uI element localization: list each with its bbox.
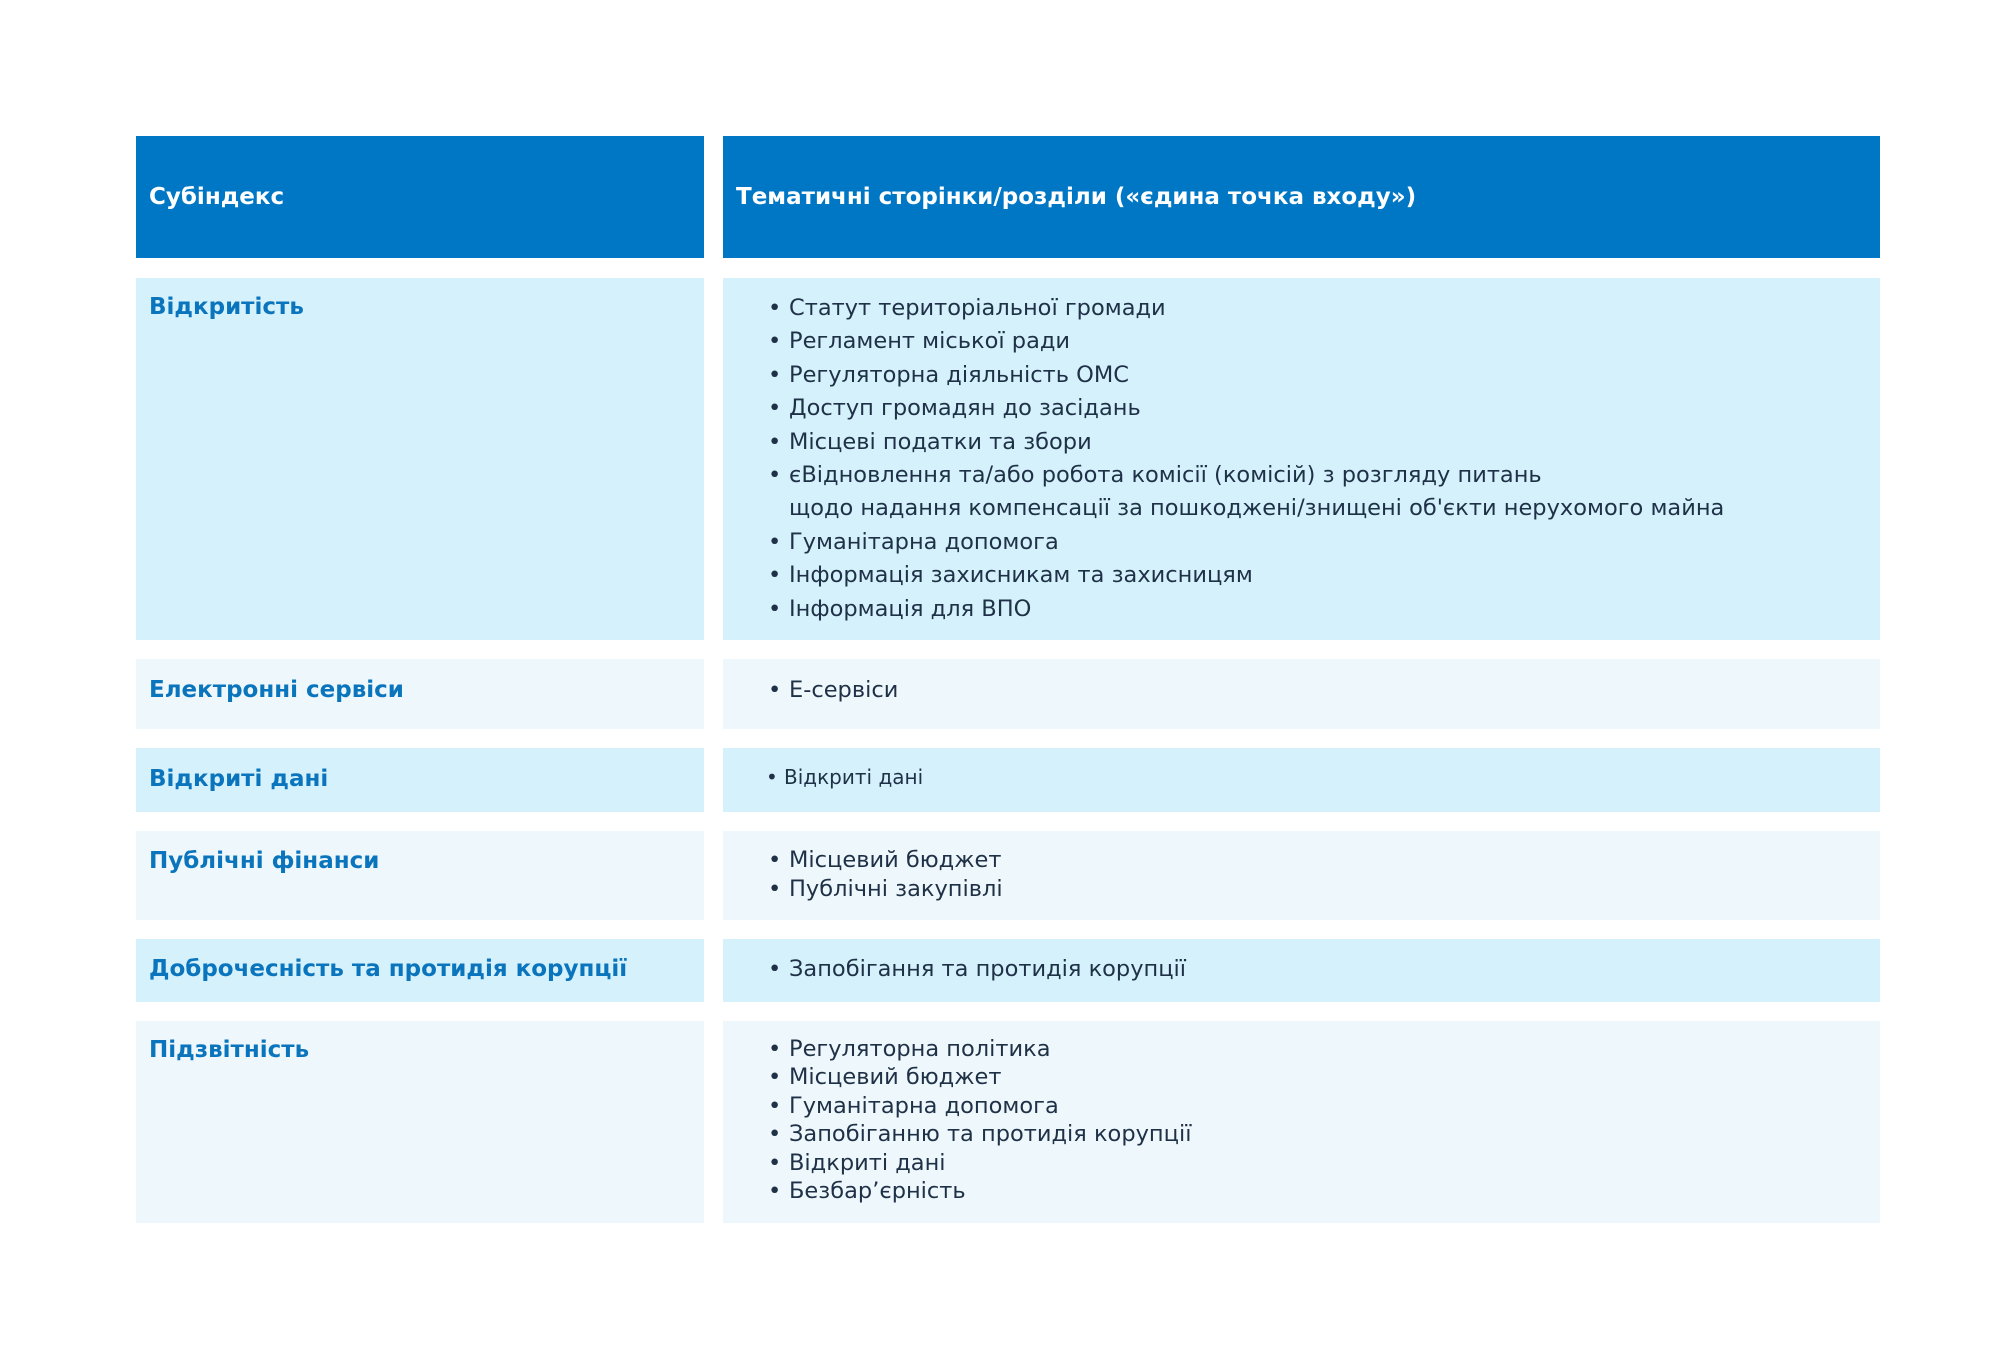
pages-list <box>736 675 1880 705</box>
list-item <box>768 325 1880 358</box>
list-item <box>766 765 1880 789</box>
bullet-icon: • <box>768 328 782 355</box>
list-item-text: Відкриті дані <box>784 765 924 789</box>
pages-list <box>736 292 1880 626</box>
list-item <box>768 1035 1880 1063</box>
table-row <box>136 748 1880 812</box>
list-item-text: Запобіганню та протидія корупції <box>789 1121 1192 1148</box>
list-item-text: Гуманітарна допомога <box>789 1092 1059 1119</box>
pages-list <box>736 765 1880 789</box>
bullet-icon: • <box>768 462 782 489</box>
list-item <box>768 459 1880 526</box>
bullet-icon: • <box>768 1092 782 1119</box>
bullet-icon: • <box>768 1064 782 1091</box>
bullet-icon: • <box>768 395 782 422</box>
list-item-text: Інформація захисникам та захисницям <box>789 562 1253 589</box>
list-item-text: єВідновлення та/або робота комісії (комісій) з розгляду питань <box>789 462 1542 489</box>
list-item-text: Регуляторна діяльність ОМС <box>789 361 1129 388</box>
table-row <box>136 278 1880 640</box>
pages-list <box>736 1035 1880 1205</box>
pages-cell <box>723 659 1880 729</box>
header-pages <box>723 136 1880 258</box>
list-item-text: Запобігання та протидія корупції <box>789 956 1187 982</box>
table-row <box>136 939 1880 1002</box>
table-row <box>136 831 1880 920</box>
header-pages-label: Тематичні сторінки/розділи («єдина точка входу») <box>736 184 1417 210</box>
subindex-cell <box>136 278 704 640</box>
bullet-icon: • <box>768 428 782 455</box>
subindex-openness: Відкритість <box>149 294 304 320</box>
list-item <box>768 1063 1880 1091</box>
list-item <box>768 359 1880 392</box>
pages-cell <box>723 1021 1880 1223</box>
subindex-cell <box>136 939 704 1002</box>
list-item <box>768 526 1880 559</box>
list-item <box>768 846 1880 875</box>
list-item-text: Е-сервіси <box>789 677 899 703</box>
list-item <box>768 1120 1880 1148</box>
bullet-icon: • <box>766 765 778 789</box>
list-item <box>768 1092 1880 1120</box>
list-item-text: Регуляторна політика <box>789 1036 1051 1062</box>
bullet-icon: • <box>768 361 782 388</box>
list-item <box>768 1149 1880 1177</box>
bullet-icon: • <box>768 528 782 555</box>
list-item <box>768 292 1880 325</box>
subindex-cell <box>136 659 704 729</box>
pages-cell <box>723 939 1880 1002</box>
subindex-public-finance: Публічні фінанси <box>149 848 380 874</box>
pages-cell <box>723 278 1880 640</box>
header-subindex <box>136 136 704 258</box>
list-item-text: Інформація для ВПО <box>789 595 1032 622</box>
pages-list <box>736 846 1880 903</box>
bullet-icon: • <box>768 1178 782 1205</box>
list-item <box>768 875 1880 904</box>
list-item-text: Місцевий бюджет <box>789 847 1002 873</box>
list-item <box>768 559 1880 592</box>
list-item-text: Доступ громадян до засідань <box>789 395 1141 422</box>
subindex-integrity: Доброчесність та протидія корупції <box>149 956 628 982</box>
header-subindex-label: Субіндекс <box>149 184 285 210</box>
subindex-e-services: Електронні сервіси <box>149 677 404 703</box>
pages-cell <box>723 748 1880 812</box>
list-item <box>768 954 1880 984</box>
list-item <box>768 593 1880 626</box>
subindex-cell <box>136 1021 704 1223</box>
list-item-text: Безбар’єрність <box>789 1178 966 1205</box>
bullet-icon: • <box>768 847 782 873</box>
table-row <box>136 659 1880 729</box>
subindex-cell <box>136 748 704 812</box>
table-row <box>136 1021 1880 1223</box>
list-item-text: Гуманітарна допомога <box>789 528 1059 555</box>
pages-cell <box>723 831 1880 920</box>
bullet-icon: • <box>768 1121 782 1148</box>
bullet-icon: • <box>768 1149 782 1176</box>
subindex-cell <box>136 831 704 920</box>
bullet-icon: • <box>768 595 782 622</box>
list-item-text: Відкриті дані <box>789 1149 946 1176</box>
list-item-text: Регламент міської ради <box>789 328 1071 355</box>
bullet-icon: • <box>768 295 782 321</box>
bullet-icon: • <box>768 677 782 703</box>
list-item-text: Статут територіальної громади <box>789 295 1166 321</box>
bullet-icon: • <box>768 956 782 982</box>
subindex-open-data: Відкриті дані <box>149 766 329 792</box>
list-item <box>768 392 1880 425</box>
pages-list <box>736 954 1880 984</box>
list-item <box>768 675 1880 705</box>
list-item-text: Місцевий бюджет <box>789 1064 1002 1091</box>
bullet-icon: • <box>768 562 782 589</box>
subindex-accountability: Підзвітність <box>149 1037 310 1063</box>
bullet-icon: • <box>768 875 782 902</box>
list-item-text: Публічні закупівлі <box>789 875 1003 902</box>
subindex-table <box>136 136 1880 1242</box>
list-item-text-continuation: щодо надання компенсації за пошкоджені/знищені об'єкти нерухомого майна <box>789 495 1725 522</box>
table-header <box>136 136 1880 258</box>
list-item-text: Місцеві податки та збори <box>789 428 1092 455</box>
list-item <box>768 426 1880 459</box>
bullet-icon: • <box>768 1036 782 1062</box>
list-item <box>768 1177 1880 1205</box>
